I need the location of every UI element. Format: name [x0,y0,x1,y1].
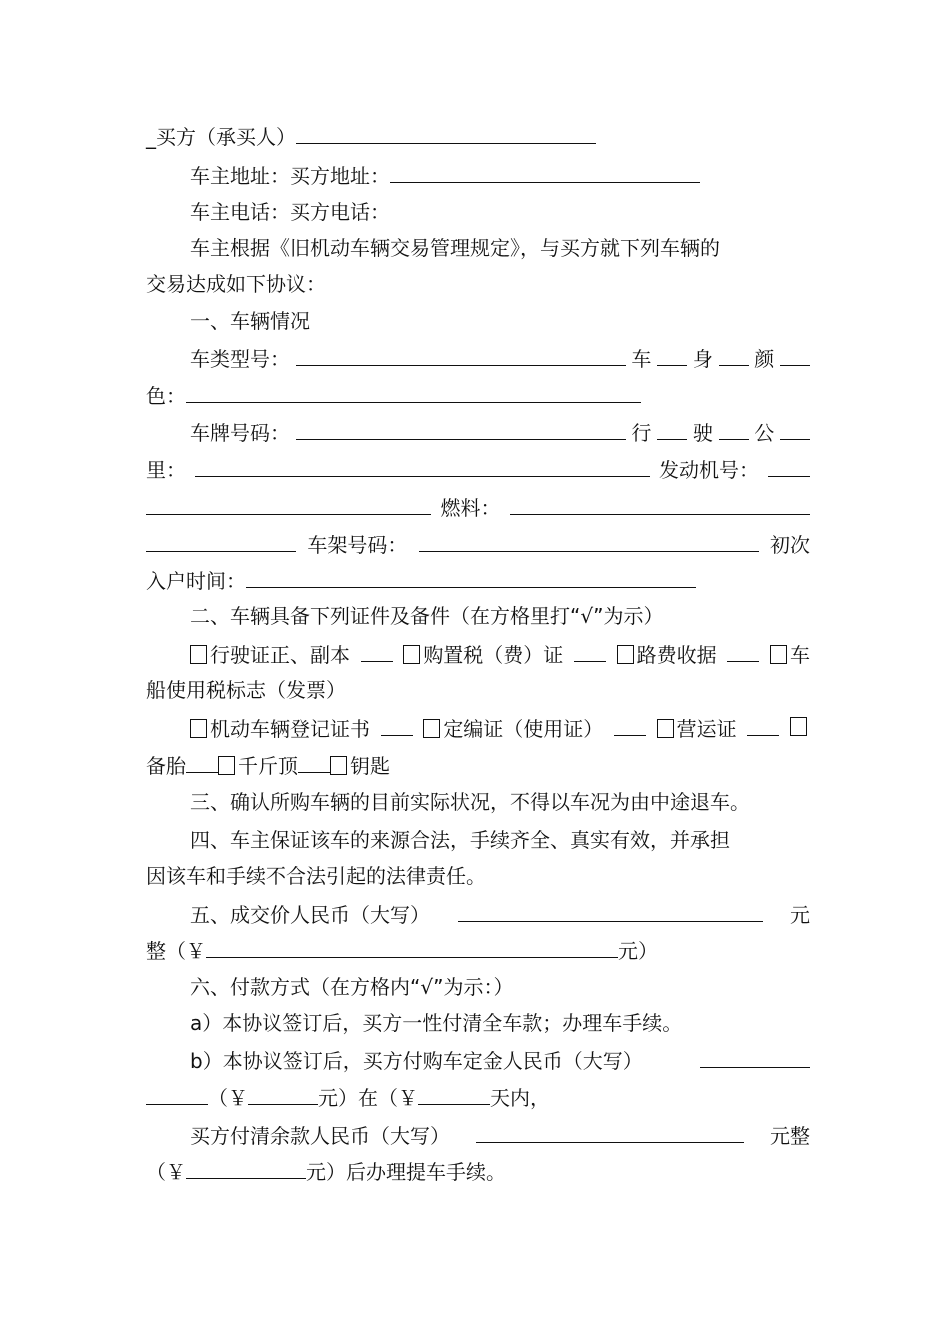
quota-cert-checkbox[interactable] [423,719,440,738]
intro-line-1 [190,230,810,266]
price-whole-open: 整（￥ [146,939,206,963]
balance-label: 买方付清余款人民币（大写） [190,1124,450,1148]
docs-gap-8 [298,746,330,773]
fuel-blank-cont[interactable] [146,525,296,552]
price-yuan-close: 元） [618,939,658,963]
docs-gap-3 [727,635,759,662]
operation-cert-checkbox[interactable] [657,719,674,738]
vessel-tax-head: 车 [789,643,810,667]
color-char-3: 颜 [754,347,775,371]
mileage-blank[interactable] [195,450,650,477]
deposit-line [146,1078,810,1114]
section4-text-1: 四、车主保证该车的来源合法，手续齐全、真实有效，并承担 [190,828,730,852]
engine-label: 发动机号： [659,458,759,482]
price-line [190,895,810,931]
section2-title: 二、车辆具备下列证件及备件（在方格里打“√”为示） [190,604,664,628]
jack-label: 千斤顶 [238,754,298,778]
key-label: 钥匙 [350,754,390,778]
first-reg-line [146,561,810,597]
mileage-gap-3 [780,413,810,440]
days-blank[interactable] [418,1078,490,1105]
deposit-number-blank[interactable] [248,1078,318,1105]
option-a-text: a）本协议签订后，买方一性付清全车款；办理车手续。 [190,1011,683,1035]
driving-license-checkbox[interactable] [190,645,207,664]
engine-blank[interactable] [146,488,431,515]
intro-text-1: 车主根据《旧机动车辆交易管理规定》，与买方就下列车辆的 [190,236,720,260]
intro-line-2 [146,266,810,302]
docs-gap-5 [614,709,646,736]
address-label: 车主地址：买方地址： [190,164,390,188]
fuel-label: 燃料： [440,496,501,520]
driving-license-label: 行驶证正、副本 [210,643,350,667]
balance-yuan: 元整 [770,1124,810,1148]
first-reg-tail: 入户时间： [146,569,246,593]
docs-gap-2 [574,635,606,662]
buyer-label: _买方（承买人） [146,125,296,149]
purchase-tax-label: 购置税（费）证 [423,643,564,667]
mileage-tail: 里： [146,458,186,482]
price-label: 五、成交价人民币（大写） [190,903,430,927]
plate-blank[interactable] [296,413,626,440]
price-line-2 [146,931,810,967]
first-reg-blank[interactable] [246,561,696,588]
deposit-words-blank-cont[interactable] [146,1078,208,1105]
docs-line-1-cont [146,672,810,708]
color-tail: 色： [146,384,186,408]
first-reg-head: 初次 [769,533,810,557]
deposit-mid: 元）在（￥ [318,1086,418,1110]
balance-words-blank[interactable] [476,1116,744,1143]
plate-line [190,413,810,449]
option-b-line [190,1041,810,1077]
option-a-line [190,1005,810,1041]
key-checkbox[interactable] [330,756,347,775]
days-text: 天内， [490,1086,550,1110]
color-gap-1 [657,339,687,366]
color-line [146,376,810,412]
mileage-char-3: 公 [754,421,775,445]
section1-title-line [190,303,810,339]
vessel-tax-tail: 船使用税标志（发票） [146,678,346,702]
docs-gap-7 [186,746,218,773]
registration-cert-checkbox[interactable] [190,719,207,738]
purchase-tax-checkbox[interactable] [403,645,420,664]
section3-line [190,784,810,820]
color-gap-3 [780,339,810,366]
price-words-blank[interactable] [458,895,763,922]
color-char-2: 身 [692,347,713,371]
balance-number-blank[interactable] [186,1152,306,1179]
engine-blank-start[interactable] [768,450,810,477]
spare-tire-checkbox[interactable] [790,717,807,736]
price-yuan: 元 [790,903,810,927]
engine-fuel-line [146,488,810,524]
docs-line-2 [190,709,810,745]
section4-line-2 [146,858,810,894]
frame-label: 车架号码： [307,533,408,557]
section3-text: 三、确认所购车辆的目前实际状况，不得以车况为由中途退车。 [190,790,750,814]
section2-title-line [190,598,810,634]
address-line [190,156,810,192]
balance-line [190,1116,810,1152]
deposit-open: （￥ [208,1086,248,1110]
mileage-engine-line [146,450,810,486]
section6-title-line [190,969,810,1005]
road-fee-label: 路费收据 [636,643,717,667]
docs-gap-1 [361,635,393,662]
docs-line-3 [146,746,810,782]
mileage-char-1: 行 [631,421,652,445]
address-blank[interactable] [390,156,700,183]
mileage-gap-1 [657,413,687,440]
section1-title: 一、车辆情况 [190,309,310,333]
section6-title: 六、付款方式（在方格内“√”为示：） [190,975,514,999]
color-char-1: 车 [631,347,652,371]
balance-close: 元）后办理提车手续。 [306,1160,506,1184]
model-line [190,339,810,375]
frame-blank[interactable] [419,525,759,552]
model-blank[interactable] [296,339,626,366]
jack-checkbox[interactable] [218,756,235,775]
section4-text-2: 因该车和手续不合法引起的法律责任。 [146,864,486,888]
buyer-blank[interactable] [296,117,596,144]
color-gap-2 [719,339,749,366]
spare-tire-label: 备胎 [146,754,186,778]
road-fee-checkbox[interactable] [617,645,634,664]
plate-label: 车牌号码： [190,421,290,445]
option-b-text: b）本协议签订后，买方付购车定金人民币（大写） [190,1049,643,1073]
operation-cert-label: 营运证 [676,717,737,741]
balance-open: （￥ [146,1160,186,1184]
section4-line-1 [190,822,810,858]
phone-line [190,194,810,230]
quota-cert-label: 定编证（使用证） [443,717,604,741]
phone-label: 车主电话：买方电话： [190,200,390,224]
frame-line [146,525,810,561]
mileage-char-2: 驶 [692,421,713,445]
buyer-line [146,117,810,153]
mileage-gap-2 [719,413,749,440]
docs-gap-4 [381,709,413,736]
docs-gap-6 [747,709,779,736]
price-number-blank[interactable] [206,931,618,958]
deposit-words-blank[interactable] [700,1041,810,1068]
model-label: 车类型号： [190,347,290,371]
registration-cert-label: 机动车辆登记证书 [210,717,370,741]
vessel-tax-checkbox[interactable] [770,645,787,664]
balance-line-2 [146,1152,810,1188]
color-blank[interactable] [186,376,641,403]
docs-line-1 [190,635,810,671]
intro-text-2: 交易达成如下协议： [146,272,326,296]
fuel-blank[interactable] [510,488,810,515]
